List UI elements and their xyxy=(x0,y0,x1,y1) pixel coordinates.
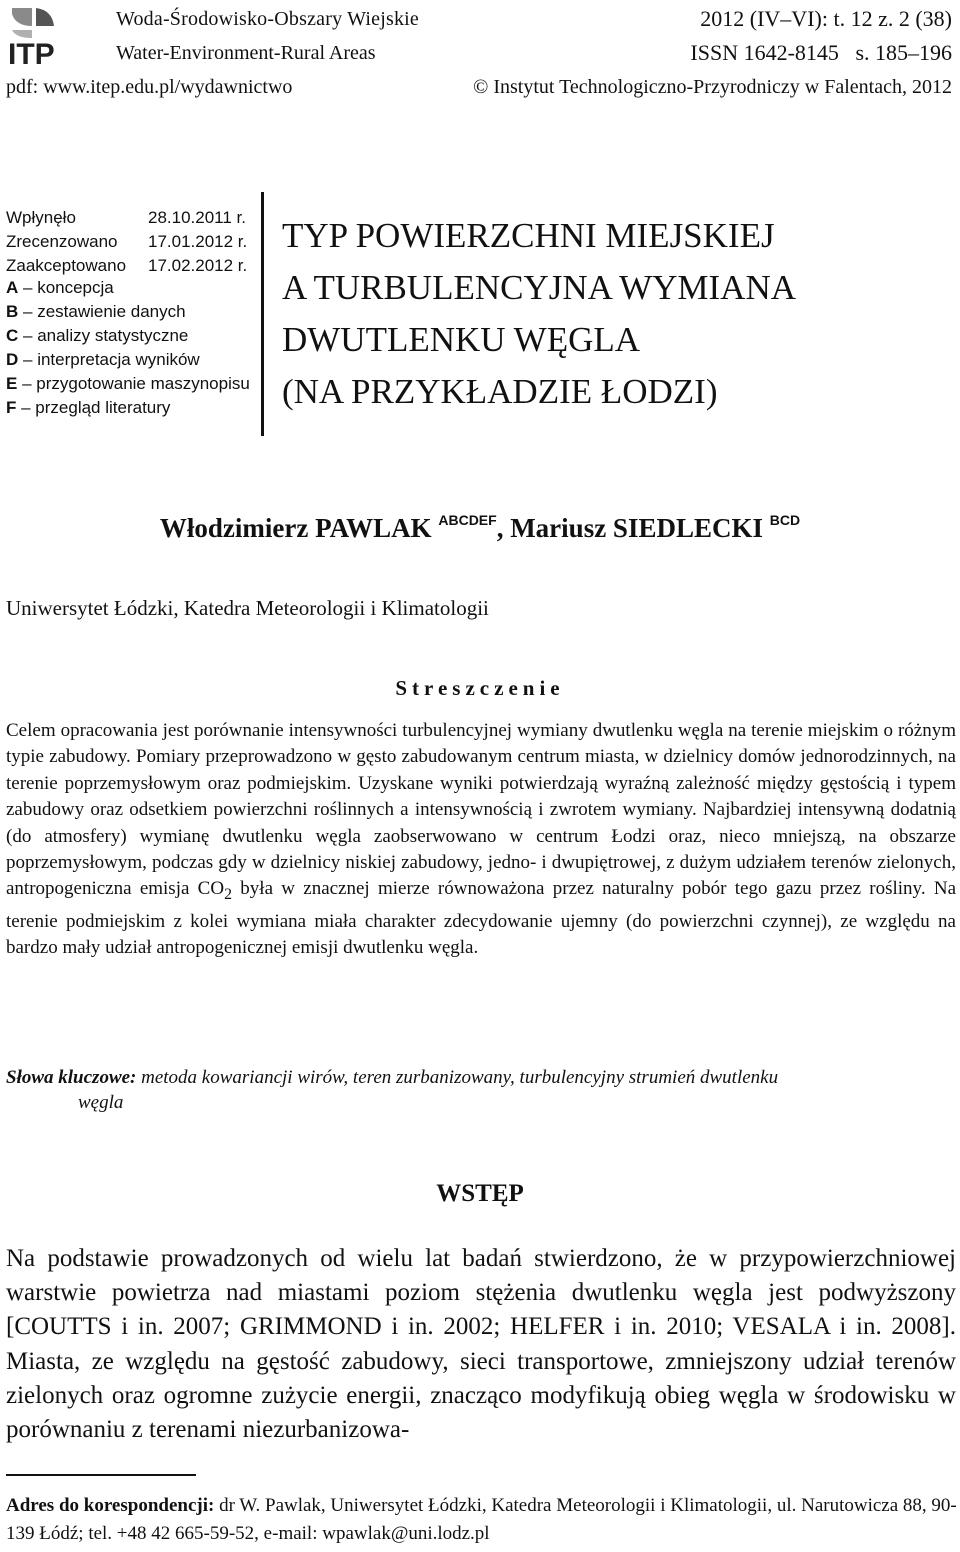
footnote-divider xyxy=(6,1474,196,1476)
date-row-received: Wpłynęło 28.10.2011 r. xyxy=(6,208,246,227)
journal-title-en: Water-Environment-Rural Areas xyxy=(116,42,376,64)
keywords xyxy=(6,1064,956,1092)
copyright-line: © Instytut Technologiczno-Przyrodniczy w Falentach, 2012 xyxy=(473,76,952,98)
title-line: TYP POWIERZCHNI MIEJSKIEJ xyxy=(282,216,775,255)
abstract-heading: Streszczenie xyxy=(395,676,565,700)
contribution-item: F – przegląd literatury xyxy=(6,398,171,417)
keywords-values-cont: węgla xyxy=(78,1092,124,1113)
keywords-values: metoda kowariancji wirów, teren zurbanizowany, turbulencyjny strumień dwutlenku xyxy=(141,1067,779,1088)
correspondence xyxy=(6,1492,960,1548)
contribution-item: C – analizy statystyczne xyxy=(6,326,189,345)
journal-volume: 2012 (IV–VI): t. 12 z. 2 (38) xyxy=(700,6,952,31)
correspondence-text: dr W. Pawlak, Uniwersytet Łódzki, Katedra Meteorologii i Klimatologii, ul. Narutowicza 88, 90-139 Łódź; tel. +48 42 665-59-52, e-mail: wpawlak@uni.lodz.pl xyxy=(6,1495,957,1544)
logo-text: ITP xyxy=(8,38,55,68)
contribution-list xyxy=(6,276,250,420)
article-title xyxy=(282,210,796,418)
section-heading: WSTĘP xyxy=(436,1180,524,1207)
itp-logo xyxy=(6,4,90,68)
date-row-reviewed: Zrecenzowano 17.01.2012 r. xyxy=(6,232,248,251)
vertical-divider xyxy=(261,192,264,436)
review-dates xyxy=(6,206,247,278)
correspondence-label: Adres do korespondencji: xyxy=(6,1495,215,1516)
contribution-item: B – zestawienie danych xyxy=(6,302,186,321)
journal-title-pl: Woda-Środowisko-Obszary Wiejskie xyxy=(116,8,420,30)
pdf-link[interactable]: pdf: www.itep.edu.pl/wydawnictwo xyxy=(6,76,293,98)
contribution-item: A – koncepcja xyxy=(6,278,114,297)
author-2-roles: BCD xyxy=(769,512,801,528)
date-row-accepted: Zaakceptowano 17.02.2012 r. xyxy=(6,256,248,275)
contribution-item: E – przygotowanie maszynopisu xyxy=(6,374,250,393)
author-1: Włodzimierz PAWLAK xyxy=(159,513,432,543)
issn-pages xyxy=(690,40,952,66)
title-line: DWUTLENKU WĘGLA xyxy=(282,320,641,359)
authors: Włodzimierz PAWLAK $^{ABCDEF}$, Mariusz SIEDLECKI $^{BCD}$ xyxy=(159,512,801,543)
affiliation: Uniwersytet Łódzki, Katedra Meteorologii i Klimatologii xyxy=(6,596,489,620)
section-text: Na podstawie prowadzonych od wielu lat badań stwierdzono, że w przypowierzchniowej warstwie powietrza nad miastami poziom stężenia dwutlenku węgla jest podwyższony [COUTTS i in. 2007; GRIMMOND i in. 2002; HELFER i in. 2010; VESALA i in. 2008]. Miasta, ze względu na gęstość zabudowy, sieci transportowe, zmniejszony udział terenów zielonych oraz ogromne zużycie energii, znacząco modyfikują obieg węgla w środowisku w porównaniu z terenami niezurbanizowa- xyxy=(6,1245,956,1444)
keywords-label: Słowa kluczowe: xyxy=(6,1067,137,1088)
page-range: s. 185–196 xyxy=(855,40,952,65)
author-1-roles: ABCDEF xyxy=(438,512,497,528)
abstract-text: Celem opracowania jest porównanie intensywności turbulencyjnej wymiany dwutlenku węgla na terenie miejskim o różnym typie zabudowy. Pomiary przeprowadzono w gęsto zabudowanym centrum miasta, w dzielnicy domów jednorodzinnych, na terenie poprzemysłowym oraz podmiejskim. Uzyskane wyniki potwierdzają wyraźną zależność między gęstością i typem zabudowy oraz odsetkiem powierzchni roślinnych a intensywnością i zwrotem wymiany. Najbardziej intensywną dodatnią (do atmosfery) wymianę dwutlenku węgla zaobserwowano w centrum Łodzi oraz, nieco mniejszą, na obszarze poprzemysłowym, podczas gdy w dzielnicy niskiej zabudowy, jedno- i dwupiętrowej, z dużym udziałem terenów zielonych, antropogeniczna emisja $CO_2$ była w znacznej mierze równoważona przez naturalny pobór tego gazu przez rośliny. Na terenie podmiejskim z kolei wymiana miała charakter zdecydowanie ujemny (do powierzchni czynnej), ze względu na bardzo mały udział antropogenicznej emisji dwutlenku węgla. xyxy=(6,720,956,959)
issn: ISSN 1642-8145 xyxy=(690,40,839,65)
contribution-item: D – interpretacja wyników xyxy=(6,350,200,369)
title-line: (NA PRZYKŁADZIE ŁODZI) xyxy=(282,372,718,411)
author-2: Mariusz SIEDLECKI xyxy=(510,513,763,543)
title-line: A TURBULENCYJNA WYMIANA xyxy=(282,268,797,307)
